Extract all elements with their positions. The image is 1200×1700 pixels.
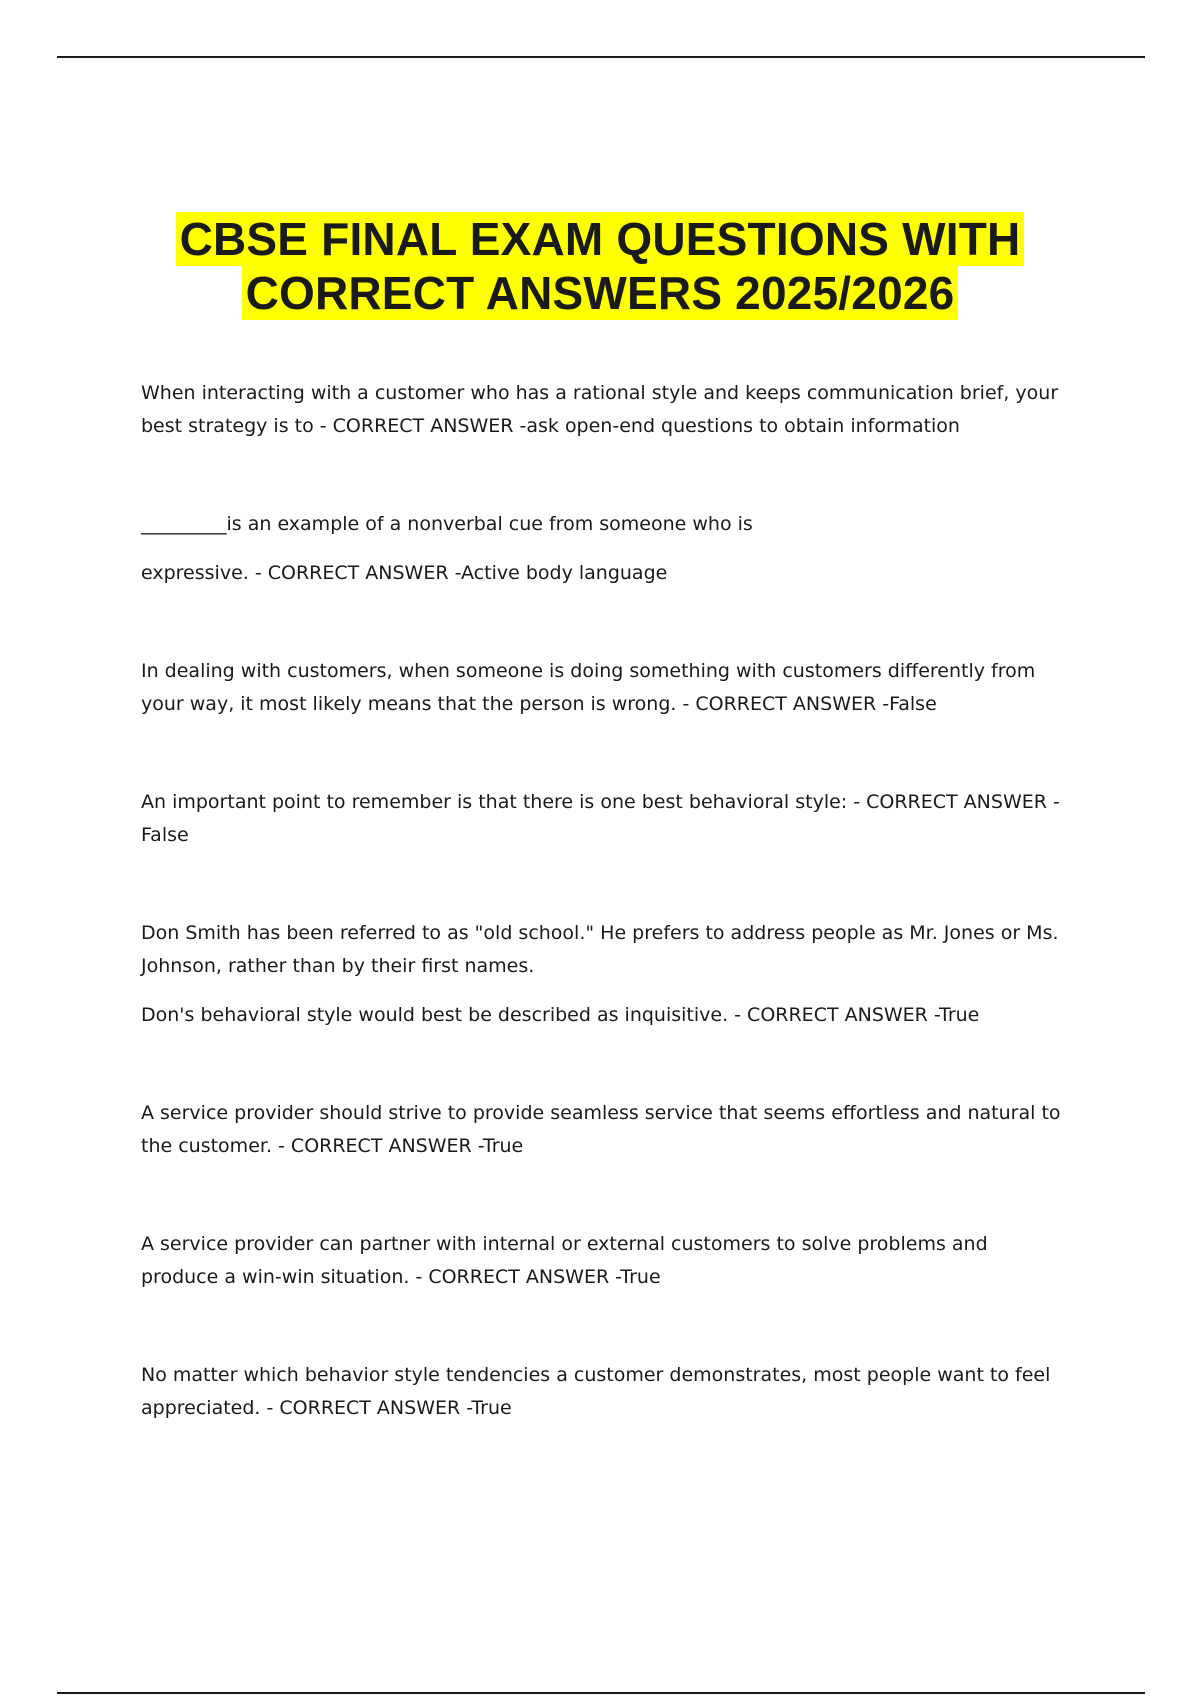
title-line-2: CORRECT ANSWERS 2025/2026 bbox=[242, 266, 959, 320]
qa-text: A service provider should strive to provide seamless service that seems effortless and natural to the customer. - CORRECT ANSWER -True bbox=[141, 1102, 1061, 1157]
document-title bbox=[0, 212, 1200, 320]
qa-item-6 bbox=[141, 1097, 1066, 1163]
qa-text: A service provider can partner with internal or external customers to solve problems and produce a win-win situation. - CORRECT ANSWER -True bbox=[141, 1233, 988, 1288]
header-rule bbox=[57, 56, 1145, 58]
qa-list bbox=[141, 377, 1066, 1425]
qa-text: When interacting with a customer who has a rational style and keeps communication brief, your best strategy is to - CORRECT ANSWER -ask open-end questions to obtain information bbox=[141, 382, 1059, 437]
qa-text: expressive. - CORRECT ANSWER -Active body language bbox=[141, 562, 668, 584]
qa-item-2 bbox=[141, 508, 1066, 590]
qa-text: Don's behavioral style would best be described as inquisitive. - CORRECT ANSWER -True bbox=[141, 1004, 980, 1026]
qa-item-1 bbox=[141, 377, 1066, 443]
qa-item-4 bbox=[141, 786, 1066, 852]
qa-item-5 bbox=[141, 917, 1066, 1032]
qa-text: In dealing with customers, when someone is doing something with customers differently from your way, it most likely means that the person is wrong. - CORRECT ANSWER -False bbox=[141, 660, 1036, 715]
footer-rule bbox=[57, 1692, 1145, 1694]
qa-item-3 bbox=[141, 655, 1066, 721]
qa-item-8 bbox=[141, 1359, 1066, 1425]
qa-text: Don Smith has been referred to as "old school." He prefers to address people as Mr. Jones or Ms. Johnson, rather than by their first names. bbox=[141, 922, 1059, 977]
qa-text: _________is an example of a nonverbal cue from someone who is bbox=[141, 513, 753, 535]
qa-text: No matter which behavior style tendencies a customer demonstrates, most people want to feel appreciated. - CORRECT ANSWER -True bbox=[141, 1364, 1051, 1419]
qa-item-7 bbox=[141, 1228, 1066, 1294]
qa-text: An important point to remember is that there is one best behavioral style: - CORRECT ANSWER - False bbox=[141, 791, 1060, 846]
title-line-1: CBSE FINAL EXAM QUESTIONS WITH bbox=[176, 212, 1025, 266]
